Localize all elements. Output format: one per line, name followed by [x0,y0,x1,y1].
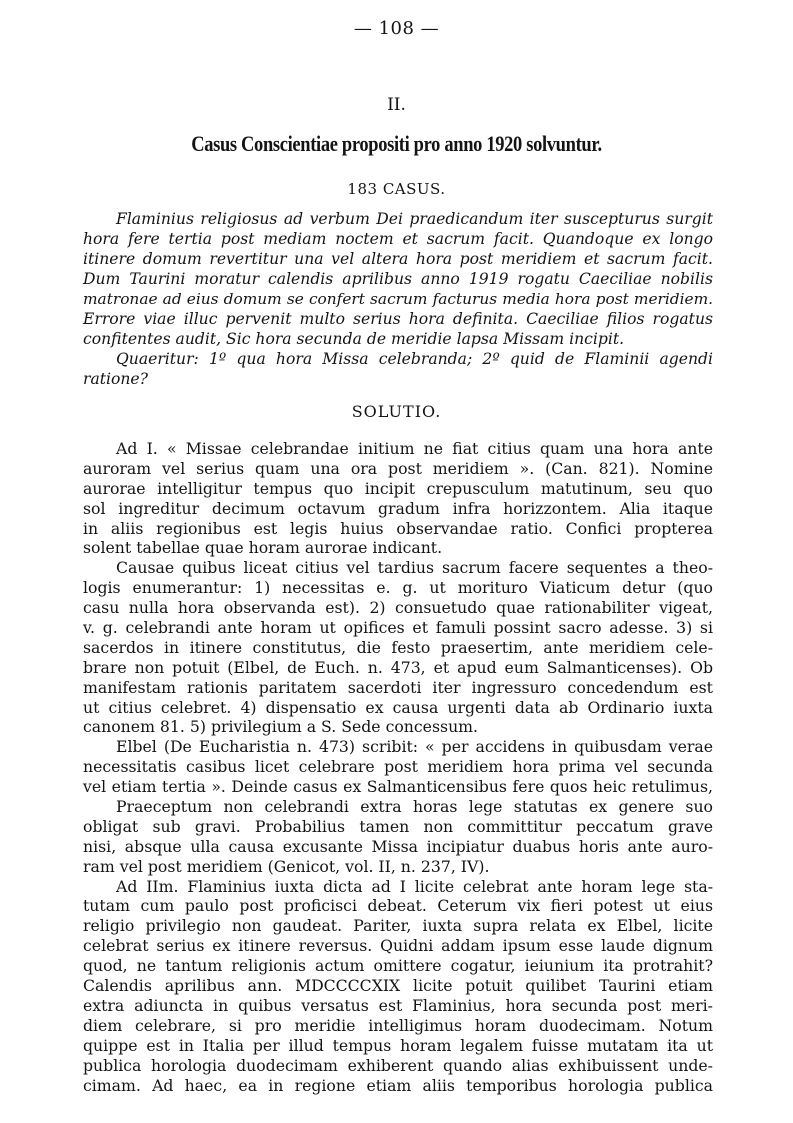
body-line: sol ingreditur decimum octavum gradum infra horizzontem. Alia itaque [83,498,713,518]
body-line: obligat sub gravi. Probabilius tamen non committitur peccatum grave [83,816,713,836]
page-title: Casus Conscientiae propositi pro anno 1920 solvuntur. [191,131,602,156]
body-line: v. g. celebrandi ante horam ut opifices et famuli possint sacro adesse. 3) si [83,618,713,638]
quaeritur-line: Quaeritur: 1º qua hora Missa celebranda; 2º quid de Flaminii agendi [116,350,713,368]
body-line: celebrat serius ex itinere reversus. Quidni addam ipsum esse laude dignum [83,936,713,956]
solutio-heading: SOLUTIO. [351,402,442,421]
casus-line: matronae ad eius domum se confert sacrum facturus media hora post meridiem. [83,290,713,308]
body-line: solent tabellae quae horam aurorae indicant. [83,538,443,558]
body-line: tutam cum paulo post proficisci debeat. Ceterum vix fieri potest ut eius [83,896,713,916]
body-line: auroram vel serius quam una ora post meridiem ». (Can. 821). Nomine [83,458,713,478]
casus-line: Dum Taurini moratur calendis aprilibus anno 1919 rogatu Caeciliae nobilis [83,270,713,288]
section-number: II. [387,95,406,115]
body-line: ut citius celebret. 4) dispensatio ex causa urgenti data ab Ordinario iuxta [83,697,713,717]
page-number: — 108 — [353,18,440,39]
casus-line: Errore viae illuc pervenit multo serius hora definita. Caeciliae filios rogatus [83,310,713,328]
body-line: canonem 81. 5) privilegium a S. Sede concessum. [83,717,479,737]
casus-line: itinere domum revertitur una vel altera hora post meridiem et sacrum facit. [83,250,713,268]
body-line: extra adiuncta in quibus versatus est Flaminius, hora secunda post meri- [83,995,713,1015]
body-line: logis enumerantur: 1) necessitas e. g. ut morituro Viaticum detur (quo [83,578,713,598]
body-line: cimam. Ad haec, ea in regione etiam aliis temporibus horologia publica [83,1075,713,1095]
body-line: Ad I. « Missae celebrandae initium ne fiat citius quam una hora ante [116,439,713,458]
body-line: religio privilegio non gaudeat. Pariter, iuxta supra relata ex Elbel, licite [83,916,713,936]
body-line: vel etiam tertia ». Deinde casus ex Salmanticensibus fere quos heic retulimus, [83,777,713,797]
casus-line: confitentes audit, Sic hora secunda de meridie lapsa Missam incipit. [83,330,625,348]
body-line: quippe est in Italia per illud tempus horam legalem fuisse mutatam ita ut [83,1035,713,1055]
body-line: sacerdos in itinere constitutus, die festo praesertim, ante meridiem cele- [83,637,713,657]
body-line: brare non potuit (Elbel, de Euch. n. 473, et apud eum Salmanticenses). Ob [83,657,713,677]
body-line: ram vel post meridiem (Genicot, vol. II, n. 237, IV). [83,856,490,876]
body-line: diem celebrare, si pro meridie intelligimus horam duodecimam. Notum [83,1015,713,1035]
body-line: quod, ne tantum religionis actum omittere cogatur, ieiunium ita protrahit? [83,956,713,976]
body-line: necessitatis casibus licet celebrare post meridiem hora prima vel secunda [83,757,713,777]
body-line: casu nulla hora observanda est). 2) consuetudo quae rationabiliter vigeat, [83,598,713,618]
body-line: Causae quibus liceat citius vel tardius sacrum facere sequentes a theo- [116,558,713,578]
casus-heading: 183 CASUS. [347,180,446,198]
casus-line: ratione? [83,370,149,388]
body-line: Ad IIm. Flaminius iuxta dicta ad I licite celebrat ante horam lege sta- [116,876,713,896]
body-line: nisi, absque ulla causa excusante Missa incipiatur duabus horis ante auro- [83,836,713,856]
body-line: manifestam rationis paritatem sacerdoti iter ingressuro concedendum est [83,677,713,697]
body-line: in aliis regionibus est legis huius observandae ratio. Confici propterea [83,518,713,538]
body-line: publica horologia duodecimam exhiberent quando alias exhibuissent unde- [83,1055,713,1075]
casus-line: hora fere tertia post mediam noctem et sacrum facit. Quandoque ex longo [83,230,713,248]
casus-paragraph [83,209,713,389]
body-line: Elbel (De Eucharistia n. 473) scribit: « per accidens in quibusdam verae [116,737,713,757]
solutio-body [83,439,713,1095]
body-line: Calendis aprilibus ann. MDCCCCXIX licite potuit quilibet Taurini etiam [83,976,713,996]
body-line: Praeceptum non celebrandi extra horas lege statutas ex genere suo [116,797,713,817]
body-line: aurorae intelligitur tempus quo incipit crepusculum matutinum, seu quo [83,478,713,498]
casus-line: Flaminius religiosus ad verbum Dei praedicandum iter suscepturus surgit [116,210,713,228]
